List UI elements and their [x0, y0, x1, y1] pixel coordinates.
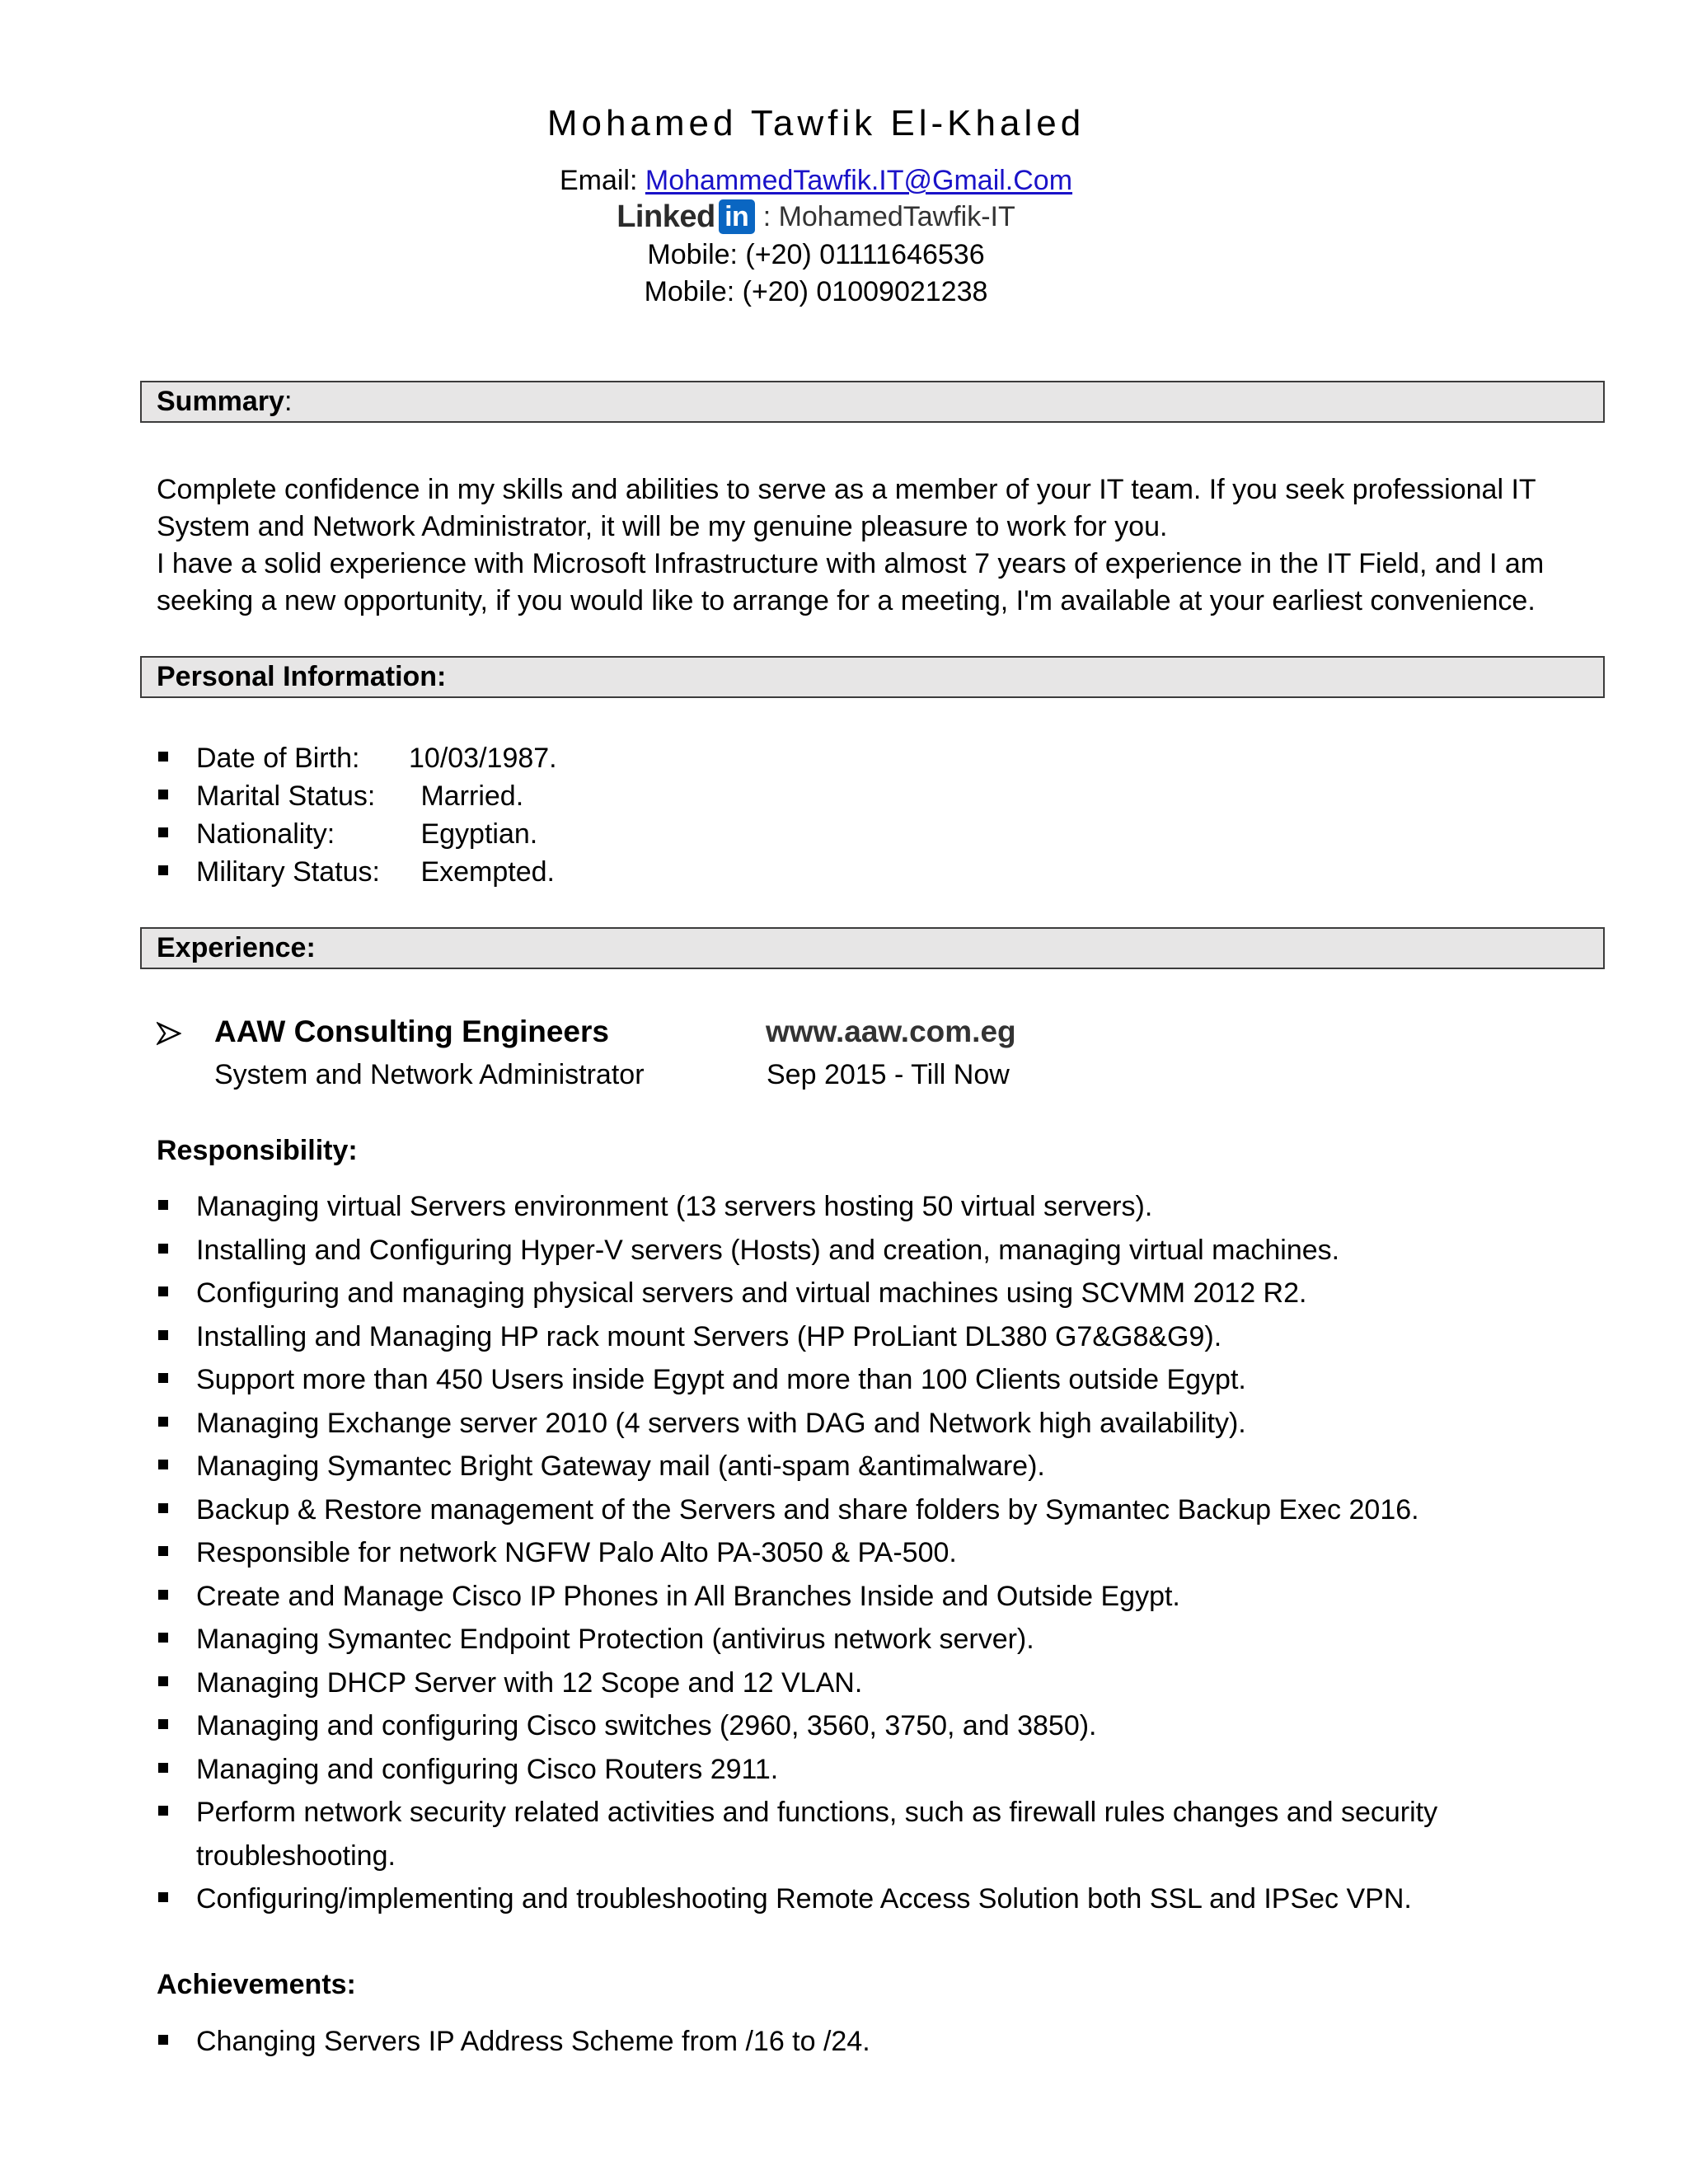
summary-section-header [140, 381, 1605, 423]
responsibility-item [157, 1748, 1437, 1792]
bullet-icon [158, 2035, 168, 2045]
field-value: Married. [413, 780, 524, 812]
responsibility-item [157, 1272, 1437, 1315]
responsibility-text: Managing Symantec Endpoint Protection (antivirus network server). [196, 1624, 1034, 1655]
responsibility-item [157, 1877, 1437, 1921]
responsibility-item [157, 1445, 1437, 1488]
company-website[interactable]: www.aaw.com.eg [766, 1015, 1016, 1048]
personal-info-item [157, 853, 557, 891]
responsibility-text: Managing and configuring Cisco switches (2960, 3560, 3750, and 3850). [196, 1710, 1097, 1741]
field-label: Nationality: [196, 818, 335, 850]
bullet-icon [158, 1417, 168, 1427]
responsibility-item [157, 1185, 1437, 1229]
achievement-item [157, 2020, 870, 2064]
bullet-icon [158, 790, 168, 799]
responsibility-item [157, 1315, 1437, 1359]
responsibility-item [157, 1229, 1437, 1272]
responsibility-item [157, 1531, 1437, 1575]
bullet-icon [158, 1200, 168, 1210]
personal-info-item [157, 815, 557, 853]
linkedin-logo-word: Linked [617, 199, 715, 234]
personal-info-item [157, 739, 557, 777]
linkedin-handle: : MohamedTawfik-IT [762, 201, 1015, 232]
bullet-icon [158, 1546, 168, 1556]
responsibility-text: troubleshooting. [196, 1840, 396, 1872]
responsibility-list [157, 1185, 1437, 1921]
achievements-list [157, 2020, 870, 2064]
linkedin-in-icon: in [719, 199, 755, 234]
summary-colon: : [284, 386, 293, 417]
arrow-bullet-icon [157, 1014, 181, 1050]
responsibility-text: Managing Exchange server 2010 (4 servers with DAG and Network high availability). [196, 1407, 1246, 1439]
personal-info-title: Personal Information: [157, 661, 447, 692]
job-title: System and Network Administrator [214, 1059, 645, 1090]
bullet-icon [158, 1676, 168, 1686]
bullet-icon [158, 827, 168, 837]
mobile-2: Mobile: (+20) 01009021238 [644, 276, 988, 307]
bullet-icon [158, 1892, 168, 1902]
bullet-icon [158, 1719, 168, 1729]
company-name: AAW Consulting Engineers [214, 1015, 609, 1048]
candidate-name: Mohamed Tawfik El-Khaled [546, 103, 1085, 143]
responsibility-item [157, 1575, 1437, 1619]
email-line [0, 162, 1632, 199]
responsibility-text: Managing Symantec Bright Gateway mail (anti-spam &antimalware). [196, 1451, 1045, 1482]
bullet-icon [158, 1330, 168, 1340]
field-value: Exempted. [413, 856, 555, 888]
bullet-icon [158, 1244, 168, 1254]
responsibility-text: Installing and Configuring Hyper-V servers (Hosts) and creation, managing virtual machines. [196, 1234, 1340, 1266]
bullet-icon [158, 1460, 168, 1469]
bullet-icon [158, 1763, 168, 1773]
responsibility-item [157, 1704, 1437, 1748]
summary-text [157, 471, 1591, 620]
responsibility-text: Backup & Restore management of the Servers and share folders by Symantec Backup Exec 2016. [196, 1493, 1419, 1526]
responsibility-text: Installing and Managing HP rack mount Servers (HP ProLiant DL380 G7&G8&G9). [196, 1320, 1222, 1352]
achievements-heading: Achievements: [157, 1969, 356, 2000]
personal-info-section-header [140, 656, 1605, 698]
field-label: Date of Birth: [196, 743, 360, 774]
responsibility-text: Perform network security related activities and functions, such as firewall rules changes and security [196, 1797, 1438, 1828]
responsibility-text: Configuring/implementing and troubleshooting Remote Access Solution both SSL and IPSec VPN. [196, 1883, 1412, 1915]
responsibility-text: Support more than 450 Users inside Egypt and more than 100 Clients outside Egypt. [196, 1364, 1246, 1395]
email-link[interactable]: MohammedTawfik.IT@Gmail.Com [645, 165, 1073, 196]
responsibility-item [157, 1402, 1437, 1446]
responsibility-text: Create and Manage Cisco IP Phones in All Branches Inside and Outside Egypt. [196, 1580, 1180, 1612]
mobile-1: Mobile: (+20) 01111646536 [647, 239, 985, 270]
personal-info-list [157, 739, 557, 891]
summary-line: I have a solid experience with Microsoft Infrastructure with almost 7 years of experience in the IT Field, and I am [157, 548, 1545, 579]
bullet-icon [158, 1373, 168, 1383]
email-label: Email: [559, 165, 645, 196]
responsibility-item [157, 1661, 1437, 1705]
experience-section-header [140, 927, 1605, 969]
bullet-icon [158, 1633, 168, 1643]
responsibility-text: Managing virtual Servers environment (13 servers hosting 50 virtual servers). [196, 1191, 1153, 1222]
field-label: Marital Status: [196, 780, 376, 812]
bullet-icon [158, 1590, 168, 1600]
linkedin-logo [617, 199, 754, 235]
bullet-icon [158, 1503, 168, 1513]
summary-line: seeking a new opportunity, if you would like to arrange for a meeting, I'm available at your earliest convenience. [157, 585, 1536, 616]
responsibility-item [157, 1488, 1437, 1532]
responsibility-text: Responsible for network NGFW Palo Alto PA-3050 & PA-500. [196, 1537, 957, 1568]
field-label: Military Status: [196, 856, 380, 888]
bullet-icon [158, 1806, 168, 1816]
field-value: 10/03/1987. [409, 743, 557, 774]
responsibility-item-continuation [157, 1835, 1437, 1878]
responsibility-item [157, 1618, 1437, 1661]
bullet-icon [158, 865, 168, 875]
responsibility-text: Configuring and managing physical servers and virtual machines using SCVMM 2012 R2. [196, 1277, 1307, 1309]
summary-title: Summary [157, 386, 284, 417]
bullet-icon [158, 752, 168, 762]
summary-line: Complete confidence in my skills and abilities to serve as a member of your IT team. If you seek professional IT [157, 474, 1536, 505]
experience-title: Experience: [157, 932, 316, 963]
personal-info-item [157, 777, 557, 815]
responsibility-text: Managing DHCP Server with 12 Scope and 12 VLAN. [196, 1666, 863, 1699]
bullet-icon [158, 1286, 168, 1296]
responsibility-item [157, 1358, 1437, 1402]
achievement-text: Changing Servers IP Address Scheme from /16 to /24. [196, 2026, 870, 2057]
responsibility-heading: Responsibility: [157, 1135, 358, 1166]
field-value: Egyptian. [413, 818, 538, 850]
summary-line: System and Network Administrator, it will be my genuine pleasure to work for you. [157, 511, 1168, 542]
linkedin-line [0, 199, 1632, 236]
job-period: Sep 2015 - Till Now [767, 1059, 1010, 1090]
responsibility-text: Managing and configuring Cisco Routers 2911. [196, 1753, 779, 1785]
responsibility-item [157, 1791, 1437, 1835]
